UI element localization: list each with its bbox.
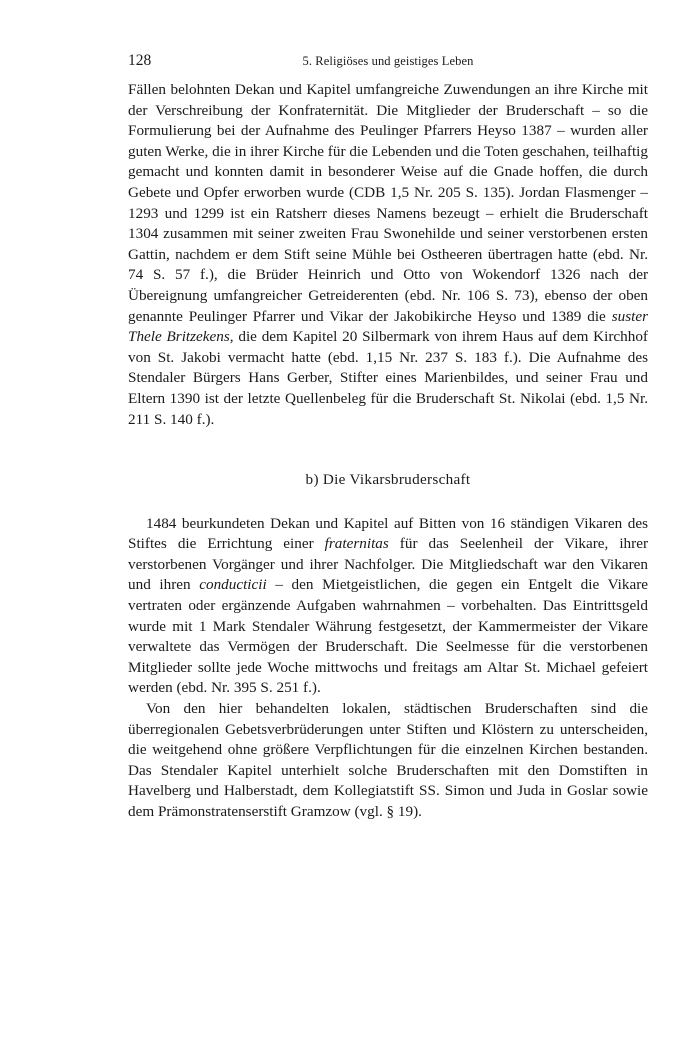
- paragraph-text: – den Mietgeistlichen, die gegen ein Entgelt die Vikare vertraten oder ergänzende Aufgaben wahrnahmen – vorbehalten. Das Eintrittsgeld wurde mit 1 Mark Stendaler Währung festgesetzt, der Kammermeister der Vikare verwaltete das Vermögen der Bruderschaft. Die Seelmesse für die verstorbenen Mitglieder sollte jede Woche mittwochs und freitags am Altar St. Michael gefeiert werden (ebd. Nr. 395 S. 251 f.).: [128, 576, 648, 697]
- paragraph-text: für das Seelenheil der Vikare, ihrer verstorbenen Vorgänger und ihrer Nachfolger. Die Mitgliedschaft war den Vikaren und ihren: [128, 535, 649, 594]
- paragraph-text: 1484 beurkundeten Dekan und Kapitel auf Bitten von 16 ständigen Vikaren des Stiftes die Errichtung einer: [128, 514, 648, 553]
- paragraph-text: , die dem Kapitel 20 Silbermark von ihrem Haus auf dem Kirchhof von St. Jakobi vermacht hatte (ebd. 1,15 Nr. 237 S. 183 f.). Die Aufnahme des Stendaler Bürgers Hans Gerber, Stifter eines Marienbildes, und seiner Frau und Eltern 1390 ist der letzte Quellenbeleg für die Bruderschaft St. Nikolai (ebd. 1,5 Nr. 211 S. 140 f.).: [128, 328, 648, 428]
- paragraph-bruderschaft-st-nikolai: [128, 80, 648, 430]
- italic-source-quote: suster Thele Britzekens: [128, 307, 648, 346]
- page-header: [128, 52, 648, 74]
- running-title: 5. Religiöses und geistiges Leben: [302, 54, 474, 68]
- section-heading: b) Die Vikarsbruderschaft: [305, 471, 471, 489]
- body-text: [128, 80, 648, 823]
- page-number: 128: [128, 52, 152, 69]
- paragraph-vikarsbruderschaft: [128, 514, 648, 699]
- italic-latin-term: fraternitas: [324, 535, 389, 553]
- paragraph-text: Fällen belohnten Dekan und Kapitel umfangreiche Zuwendungen an ihre Kirche mit der Verschreibung der Konfraternität. Die Mitglieder der Bruderschaft – so die Formulierung bei der Aufnahme des Peulinger Pfarrers Heyso 1387 – wurden aller guten Werke, die in ihrer Kirche für die Lebenden und die Toten geschahen, teilhaftig gemacht und konnten damit in besonderer Weise auf die Gnade hoffen, die durch Gebete und Opfer erworben wurde (CDB 1,5 Nr. 205 S. 135). Jordan Flasmenger – 1293 und 1299 ist ein Ratsherr dieses Namens bezeugt – erhielt die Bruderschaft 1304 zusammen mit seiner zweiten Frau Swonehilde und seiner verstorbenen ersten Gattin, nachdem er dem Stift seine Mühle bei Ostheeren übertragen hatte (ebd. Nr. 74 S. 57 f.), die Brüder Heinrich und Otto von Wokendorf 1326 nach der Übereignung umfangreicher Getreiderenten (ebd. Nr. 106 S. 73), ebenso der oben genannte Peulinger Pfarrer und Vikar der Jakobikirche Heyso und 1389 die: [128, 81, 648, 325]
- paragraph-gebetsverbruederungen: Von den hier behandelten lokalen, städtischen Bruderschaften sind die überregionalen Gebetsverbrüderungen unter Stiften und Klöstern zu unterscheiden, die weitgehend ohne größere Verpflichtungen für die einzelnen Kirchen bestanden. Das Stendaler Kapitel unterhielt solche Bruderschaften mit den Domstiften in Havelberg und Halberstadt, dem Kollegiatstift SS. Simon und Juda in Goslar sowie dem Prämonstratenserstift Gramzow (vgl. § 19).: [128, 700, 648, 820]
- italic-latin-term: conducticii: [199, 576, 267, 594]
